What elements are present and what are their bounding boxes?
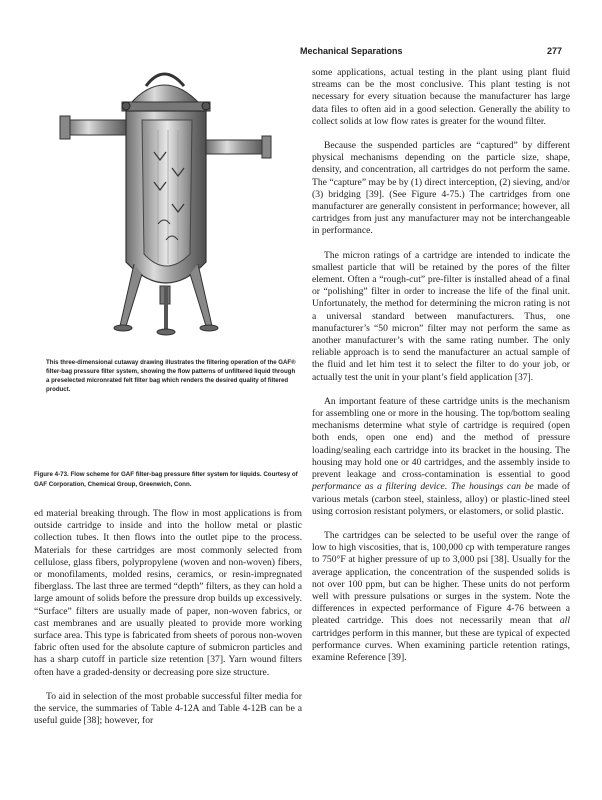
figure-4-73 — [34, 64, 304, 393]
right-column — [312, 67, 570, 664]
p4-emphasis: performance as a filtering device. The housings can be — [312, 481, 534, 493]
right-paragraph-2: Because the suspended particles are “captured” by different physical mechanisms depending on the particle size, shape, density, and concentration, all cartridges do not perform the same. The “capture” may be by (1) direct interception, (2) sieving, and/or (3) bridging [39]. (See Figure 4-75.) The cartridges from one manufacturer are generally consistent in performance; however, all cartridges from just any manufacturer may not be interchangeable in performance. — [312, 140, 570, 237]
right-paragraph-5 — [312, 530, 570, 664]
figure-inset-text: This three-dimensional cutaway drawing illustrates the filtering operation of the GAF® filter-bag pressure filter system, showing the flow patterns of unfiltered liquid through a preselected micronrated felt filter bag which renders the desired quality of filtered product. — [46, 359, 296, 393]
p5-text-a: The cartridges can be selected to be useful over the range of low to high viscosities, that is, 100,000 cp with temperature ranges to 750°F at higher pressure of up to 3,000 psi [38]. Usually for the average application, the concentration of the suspended solids is not over 100 ppm, but can be higher. These units do not perform well with pressure pulsations or surges in the system. Note the differences in expected performance of Figure 4-76 between a pleated cartridge. This does not necessarily mean that — [312, 529, 570, 627]
left-paragraph-1: ed material breaking through. The flow in most applications is from outside cartridge to inside and into the hollow metal or plastic collection tubes. It then flows into the outlet pipe to the process. Materials for these cartridges are most commonly selected from cellulose, glass fibers, polypropylene (woven and non-woven) fibers, or monofilaments, molded resins, ceramics, or resin-impregnated fiberglass. The last three are termed “depth” filters, as they can hold a large amount of solids before the pressure drop builds up excessively. “Surface” filters are usually made of paper, non-woven fabrics, or cast membranes and are usually pleated to provide more working surface area. This type is fabricated from sheets of porous non-woven fabric often used for the absolute capture of submicron particles and has a sharp cutoff in particle size retention [37]. Yarn wound filters often have a graded-density or decreasing pore size structure. — [34, 508, 302, 678]
left-paragraph-2: To aid in selection of the most probable successful filter media for the service, the summaries of Table 4-12A and Table 4-12B can be a useful guide [38]; however, for — [34, 690, 302, 727]
right-paragraph-3: The micron ratings of a cartridge are intended to indicate the smallest particle that will be retained by the pores of the filter element. Often a “rough-cut” pre-filter is installed ahead of a final or “polishing” filter in order to increase the life of the final unit. Unfortunately, the method for determining the micron rating is not a universal standard between manufacturers. Thus, one manufacturer’s “50 micron” filter may not perform the same as another manufacturer’s with the same rating number. The only reliable approach is to send the manufacturer an actual sample of the fluid and let him test it to select the filter to do your job, or actually test the unit in your plant’s field application [37]. — [312, 249, 570, 383]
p4-text-a: An important feature of these cartridge units is the mechanism for assembling one or more in the housing. The top/bottom sealing mechanisms determine what style of cartridge is required (open both ends, open one end) and the method of pressure loading/sealing each cartridge into its bracket in the housing. The housing may hold one or 40 cartridges, and the assembly inside to prevent leakage and cross-contamination is essential to good — [312, 395, 570, 481]
page-header — [34, 46, 576, 60]
left-column — [34, 508, 302, 727]
p5-emphasis: all — [559, 615, 570, 627]
running-head: Mechanical Separations — [300, 46, 403, 56]
p4-text-b: made of various metals (carbon steel, stainless, alloy) or plastic-lined steel using corrosion resistant polymers, or elastomers, or solid plastic. — [312, 481, 570, 517]
filter-vessel-illustration — [34, 64, 304, 354]
right-paragraph-4 — [312, 396, 570, 518]
right-paragraph-1: some applications, actual testing in the plant using plant fluid streams can be the most conclusive. This plant testing is not necessary for every situation because the manufacturer has large data files to often aid in a good selection. Generally the ability to collect solids at low flow rates is greater for the wound filter. — [312, 67, 570, 127]
figure-caption: Figure 4-73. Flow scheme for GAF filter-bag pressure filter system for liquids. Courtesy of GAF Corporation, Chemical Group, Greenwich, Conn. — [34, 471, 298, 488]
page-number: 277 — [546, 46, 562, 56]
p5-text-b: cartridges perform in this manner, but these are typical of expected performance curves. When examining particle retention ratings, examine Reference [39]. — [312, 627, 570, 663]
